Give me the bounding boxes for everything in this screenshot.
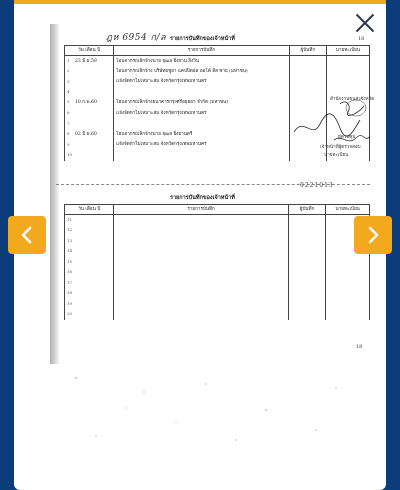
row-entry: โอนจากรถเลิกจ้างธนาคารกรุงศรีอยุธยา จำกัด (มหาชน) xyxy=(114,98,290,109)
row-date xyxy=(65,87,114,98)
row-officer xyxy=(326,267,370,278)
chevron-left-icon xyxy=(18,226,36,244)
table-row xyxy=(65,236,370,247)
row-date xyxy=(65,215,114,226)
row-entry xyxy=(114,87,290,98)
row-entry xyxy=(114,267,288,278)
row-recorder xyxy=(288,278,326,289)
row-date xyxy=(65,150,114,161)
table-row xyxy=(65,246,370,257)
stamp-line-1: สำนักงานขนส่งจังหวัด xyxy=(330,97,375,102)
table-row xyxy=(65,56,370,67)
row-date xyxy=(65,56,114,67)
row-number: 6 xyxy=(67,110,70,116)
row-entry: แจ้งจัดหาไม่เหมาะสม จังหวัดกรุงเทพมหานคร xyxy=(114,140,290,151)
row-entry xyxy=(114,246,288,257)
row-number: 20 xyxy=(67,311,73,317)
row-entry xyxy=(114,236,288,247)
row-officer xyxy=(326,309,370,320)
page-number-bottom: 18 xyxy=(356,344,363,350)
row-date xyxy=(65,77,114,88)
table-row xyxy=(65,215,370,226)
row-recorder xyxy=(289,56,326,67)
row-number: 10 xyxy=(67,152,73,158)
table-row xyxy=(65,278,370,289)
table-row xyxy=(65,225,370,236)
row-entry xyxy=(114,288,288,299)
scan-shadow-edge xyxy=(50,24,60,364)
row-officer xyxy=(326,257,370,268)
stamp-line-4: ผู้ควบคุม xyxy=(338,135,356,140)
row-entry: โอนจากรถเลิกจ้างนาย ยุฒล ยิ่งยาน ยิ่งวิน xyxy=(114,56,290,67)
row-number: 7 xyxy=(67,120,70,126)
row-officer xyxy=(326,278,370,289)
row-number: 5 xyxy=(67,99,70,105)
row-number: 17 xyxy=(67,279,73,285)
row-date-text: 02 มิ.ย.60 xyxy=(75,131,97,137)
row-officer xyxy=(326,56,369,67)
table-row xyxy=(65,66,370,77)
row-recorder xyxy=(288,236,326,247)
next-page-button[interactable] xyxy=(354,216,392,254)
header-text: รายการบันทึก xyxy=(114,205,288,215)
official-stamp xyxy=(290,94,375,164)
table-row xyxy=(65,288,370,299)
header-recorder: ผู้บันทึก xyxy=(288,205,326,215)
row-date xyxy=(65,129,114,140)
handwritten-id: ฎห 6954 ก/ล xyxy=(106,33,167,43)
page-number-top: 18 xyxy=(358,36,365,42)
row-officer xyxy=(326,66,369,77)
row-date xyxy=(65,108,114,119)
chevron-right-icon xyxy=(364,226,382,244)
row-date xyxy=(65,119,114,130)
row-recorder xyxy=(289,77,326,88)
row-date xyxy=(65,98,114,109)
row-recorder xyxy=(288,267,326,278)
row-date xyxy=(65,140,114,151)
row-date xyxy=(65,225,114,236)
table-row xyxy=(65,77,370,88)
row-officer xyxy=(326,299,370,310)
row-date xyxy=(65,299,114,310)
row-recorder xyxy=(289,66,326,77)
row-recorder xyxy=(288,288,326,299)
header-officer: นายทะเบียน xyxy=(326,46,369,56)
row-number: 14 xyxy=(67,248,73,254)
stamp-line-3: นายทะเบียน xyxy=(324,153,349,158)
row-date xyxy=(65,246,114,257)
row-entry xyxy=(114,215,288,226)
records-table-lower xyxy=(64,204,370,320)
row-entry xyxy=(114,278,288,289)
row-entry: แจ้งจัดหาไม่เหมาะสม จังหวัดกรุงเทพมหานคร xyxy=(114,108,290,119)
row-number: 12 xyxy=(67,227,73,233)
row-entry xyxy=(114,309,288,320)
row-officer xyxy=(326,77,369,88)
row-number: 18 xyxy=(67,290,73,296)
row-entry xyxy=(114,225,288,236)
row-entry xyxy=(114,299,288,310)
row-number: 1 xyxy=(67,57,70,63)
table-row xyxy=(65,267,370,278)
section-title-upper: รายการบันทึกของเจ้าหน้าที่ xyxy=(170,36,235,42)
row-number: 2 xyxy=(67,68,70,74)
header-recorder: ผู้บันทึก xyxy=(289,46,326,56)
row-number: 3 xyxy=(67,78,70,84)
row-recorder xyxy=(288,215,326,226)
row-officer xyxy=(326,288,370,299)
section-title-lower: รายการบันทึกของเจ้าหน้าที่ xyxy=(170,195,235,201)
row-entry: โอนจากรถเลิกจ้างนาย ยุฒล ยิ่งยานตรี xyxy=(114,129,290,140)
row-number: 19 xyxy=(67,300,73,306)
row-entry: แจ้งจัดหาไม่เหมาะสม จังหวัดกรุงเทพมหานคร xyxy=(114,77,290,88)
row-recorder xyxy=(288,299,326,310)
row-date xyxy=(65,288,114,299)
header-officer: นายทะเบียน xyxy=(326,205,370,215)
row-date xyxy=(65,66,114,77)
row-entry xyxy=(114,150,290,161)
row-recorder xyxy=(288,257,326,268)
row-date xyxy=(65,309,114,320)
stamp-line-2: เจ้าหน้าที่ผู้ตรวจสอบ xyxy=(320,145,361,150)
row-date xyxy=(65,267,114,278)
table-row xyxy=(65,299,370,310)
row-date xyxy=(65,278,114,289)
serial-fragment: 0221013 xyxy=(300,182,334,189)
header-date: วัน เดือน ปี xyxy=(65,46,114,56)
row-entry: โอนจากรถเลิกจ้าง บริษัทยชูยา แคปปิตอล ออโต้ ลิส ซาย (มหาชน) xyxy=(114,66,290,77)
row-number: 15 xyxy=(67,258,73,264)
header-text: รายการบันทึก xyxy=(114,46,290,56)
row-number: 16 xyxy=(67,269,73,275)
row-entry xyxy=(114,119,290,130)
previous-page-button[interactable] xyxy=(8,216,46,254)
row-number: 8 xyxy=(67,130,70,136)
scanned-document-page xyxy=(50,18,375,458)
row-number: 9 xyxy=(67,141,70,147)
row-entry xyxy=(114,257,288,268)
document-viewer-panel xyxy=(14,4,386,490)
row-date-text: 10 ก.พ.60 xyxy=(75,100,97,106)
row-date-text: 23 มิ.ย.59 xyxy=(75,58,97,64)
row-date xyxy=(65,257,114,268)
header-date: วัน เดือน ปี xyxy=(65,205,114,215)
row-date xyxy=(65,236,114,247)
row-number: 11 xyxy=(67,217,73,222)
table-row xyxy=(65,257,370,268)
row-number: 4 xyxy=(67,89,70,95)
table-row xyxy=(65,309,370,320)
row-recorder xyxy=(288,225,326,236)
row-number: 13 xyxy=(67,237,73,243)
scan-noise xyxy=(56,370,366,450)
row-recorder xyxy=(288,246,326,257)
row-recorder xyxy=(288,309,326,320)
